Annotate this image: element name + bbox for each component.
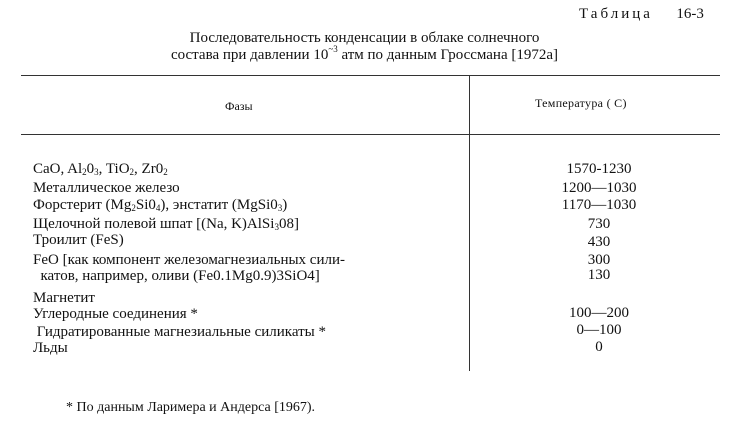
phase-cell [33, 340, 68, 357]
phase-cell [33, 216, 299, 233]
temperature-cell: 0 [595, 339, 603, 355]
phase-text: 08] [278, 216, 299, 232]
column-header-temperature: Температура ( С) [535, 96, 627, 110]
table-header-rule [21, 134, 720, 135]
temperature-cell: 430 [587, 234, 611, 250]
table-number-value: 16-3 [676, 6, 704, 22]
phase-cell [33, 252, 345, 269]
phase-cell [33, 290, 95, 307]
title-exponent: ~3 [328, 44, 338, 54]
subscript: 2 [163, 167, 168, 177]
temperature-cell: 1200—1030 [561, 180, 637, 196]
phase-text: Гидратированные магнезиальные силикаты * [33, 324, 327, 340]
phase-text: Льды [33, 340, 68, 356]
temperature-cell: 0—100 [576, 322, 622, 338]
subscript: 3 [94, 167, 99, 177]
phase-cell [33, 197, 287, 214]
phase-text: Щелочной полевой шпат [(Na, K)AlSi [33, 216, 275, 232]
phase-cell [33, 324, 326, 341]
footnote: * По данным Ларимера и Андерса [1967). [66, 400, 316, 415]
table-number [579, 6, 704, 23]
temperature-cell: 1170—1030 [561, 197, 637, 213]
subscript: 2 [82, 167, 87, 177]
phase-text: Троилит (FeS) [33, 232, 124, 248]
temperature-cell: 300 [587, 252, 611, 268]
temperature-cell: 100—200 [569, 305, 629, 321]
column-header-phases: Фазы [225, 99, 253, 113]
temperature-cell: 730 [587, 216, 611, 232]
phase-cell [33, 306, 198, 323]
phase-text: FeO [как компонент железомагнезиальных сили- [33, 252, 345, 268]
phase-cell [33, 268, 320, 285]
phase-text: , TiO [98, 161, 130, 177]
phase-cell [33, 232, 124, 249]
phase-text: Форстерит (Mg [33, 197, 132, 213]
subscript: 3 [274, 222, 279, 232]
phase-text: ), энстатит (MgSi0 [160, 197, 278, 213]
phase-cell [33, 180, 180, 197]
phase-text: CaO, Al [33, 161, 83, 177]
subscript: 2 [129, 167, 135, 177]
title-line-2-post: атм по данным Гроссмана [1972а] [337, 47, 559, 63]
phase-cell [33, 161, 168, 178]
table-title [0, 30, 729, 64]
title-line-2 [0, 44, 729, 64]
table-top-rule [21, 75, 720, 76]
phase-text: Металлическое железо [33, 180, 180, 196]
phase-text: Si0 [135, 197, 156, 213]
subscript: 2 [131, 203, 136, 213]
phase-text: ) [282, 197, 288, 213]
phase-text: Углеродные соединения * [33, 306, 198, 322]
phase-text: Магнетит [33, 290, 95, 306]
title-line-2-pre: состава при давлении 10 [170, 47, 329, 63]
phase-text: катов, например, оливи (Fe0.1Mg0.9)3SiO4] [33, 268, 320, 284]
phase-text: , Zr0 [134, 161, 164, 177]
subscript: 3 [277, 203, 283, 213]
subscript: 4 [155, 203, 161, 213]
temperature-cell: 130 [587, 267, 611, 283]
temperature-cell: 1570-1230 [566, 161, 632, 177]
phase-text: 0 [86, 161, 95, 177]
table-label: Таблица [579, 6, 653, 22]
column-divider [469, 75, 470, 371]
title-line-1: Последовательность конденсации в облаке солнечного [189, 30, 540, 46]
